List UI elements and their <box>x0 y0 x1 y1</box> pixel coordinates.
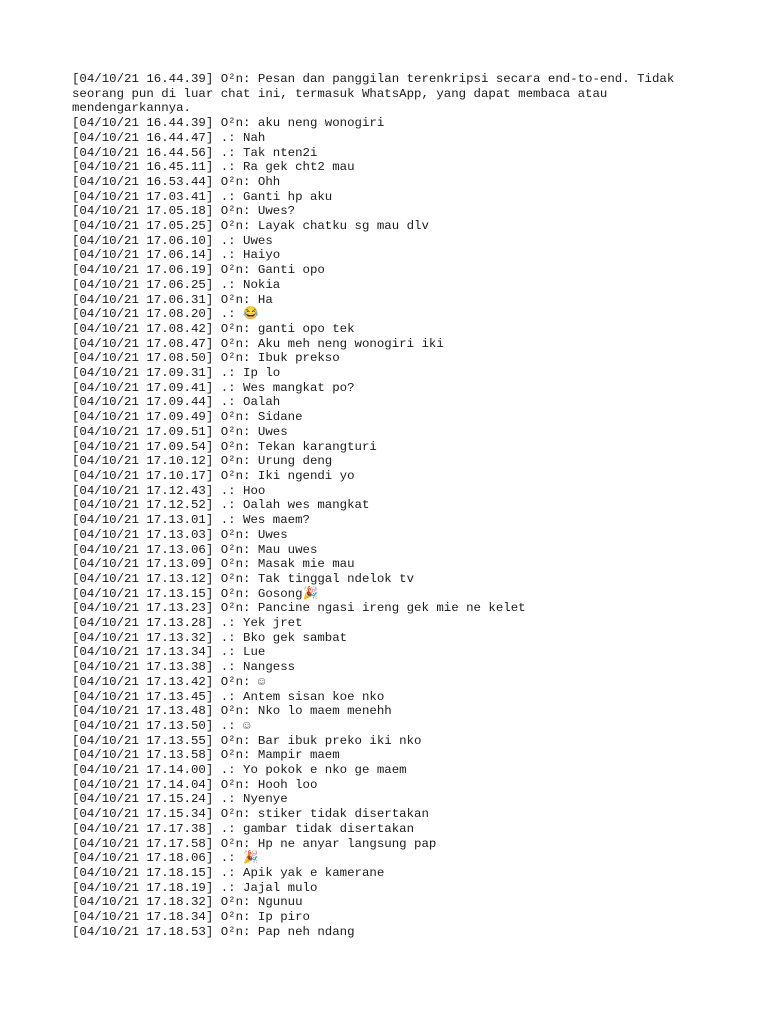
chat-message-line: [04/10/21 16.45.11] .: Ra gek cht2 mau <box>72 160 355 175</box>
chat-message-line: [04/10/21 17.13.45] .: Antem sisan koe nko <box>72 689 385 704</box>
chat-message-line: [04/10/21 17.05.18] O²n: Uwes? <box>72 204 296 219</box>
chat-message-line: [04/10/21 17.18.53] O²n: Pap neh ndang <box>72 924 355 939</box>
chat-message-line: [04/10/21 17.13.12] O²n: Tak tinggal ndelok tv <box>72 571 415 586</box>
chat-message-line: [04/10/21 17.18.34] O²n: Ip piro <box>72 910 310 925</box>
chat-message-line: [04/10/21 17.06.10] .: Uwes <box>72 233 273 248</box>
chat-message-line: [04/10/21 17.09.44] .: Oalah <box>72 395 281 410</box>
chat-message-line: [04/10/21 17.03.41] .: Ganti hp aku <box>72 189 333 204</box>
chat-message-line: [04/10/21 17.13.28] .: Yek jret <box>72 616 303 631</box>
chat-message-line: [04/10/21 17.17.58] O²n: Hp ne anyar langsung pap <box>72 836 437 851</box>
chat-message-line: [04/10/21 16.44.39] O²n: aku neng wonogiri <box>72 116 385 131</box>
chat-message-line: [04/10/21 17.18.32] O²n: Ngunuu <box>72 895 303 910</box>
chat-message-line: [04/10/21 17.17.38] .: gambar tidak disertakan <box>72 821 415 836</box>
chat-message-line: [04/10/21 17.06.25] .: Nokia <box>72 277 281 292</box>
chat-message-line: [04/10/21 17.06.31] O²n: Ha <box>72 292 273 307</box>
chat-message-line: [04/10/21 17.10.17] O²n: Iki ngendi yo <box>72 468 355 483</box>
chat-message-line: [04/10/21 17.13.34] .: Lue <box>72 645 266 660</box>
chat-message-line: [04/10/21 17.10.12] O²n: Urung deng <box>72 454 333 469</box>
chat-message-line: [04/10/21 17.12.52] .: Oalah wes mangkat <box>72 498 370 513</box>
chat-message-line: [04/10/21 17.09.41] .: Wes mangkat po? <box>72 380 355 395</box>
chat-message-line: [04/10/21 17.18.19] .: Jajal mulo <box>72 880 318 895</box>
chat-message-line: [04/10/21 17.09.31] .: Ip lo <box>72 366 281 381</box>
chat-message-line: [04/10/21 16.44.39] O²n: Pesan dan panggilan terenkripsi secara end-to-end. Tidak seorang pun di luar chat ini, termasuk WhatsApp, yang dapat membaca atau mendengarkannya. <box>72 72 682 116</box>
chat-log <box>72 72 696 939</box>
chat-message-line: [04/10/21 17.09.51] O²n: Uwes <box>72 424 288 439</box>
chat-message-line: [04/10/21 17.06.14] .: Haiyo <box>72 248 281 263</box>
chat-message-line: [04/10/21 17.13.48] O²n: Nko lo maem menehh <box>72 704 392 719</box>
chat-message-line: [04/10/21 17.08.20] .: 😂 <box>72 307 259 322</box>
chat-message-line: [04/10/21 17.13.32] .: Bko gek sambat <box>72 630 348 645</box>
chat-message-line: [04/10/21 17.15.24] .: Nyenye <box>72 792 288 807</box>
chat-message-line: [04/10/21 17.13.01] .: Wes maem? <box>72 513 310 528</box>
chat-message-line: [04/10/21 17.13.15] O²n: Gosong🎉 <box>72 586 318 601</box>
chat-message-line: [04/10/21 17.08.47] O²n: Aku meh neng wonogiri iki <box>72 336 444 351</box>
chat-message-line: [04/10/21 17.13.42] O²n: ☺ <box>72 674 266 689</box>
chat-message-line: [04/10/21 17.08.42] O²n: ganti opo tek <box>72 321 355 336</box>
chat-message-line: [04/10/21 17.14.00] .: Yo pokok e nko ge maem <box>72 763 407 778</box>
chat-message-line: [04/10/21 17.09.49] O²n: Sidane <box>72 410 303 425</box>
chat-message-line: [04/10/21 17.13.55] O²n: Bar ibuk preko iki nko <box>72 733 422 748</box>
chat-message-line: [04/10/21 16.44.47] .: Nah <box>72 130 266 145</box>
chat-message-line: [04/10/21 17.15.34] O²n: stiker tidak disertakan <box>72 807 429 822</box>
chat-message-line: [04/10/21 17.18.15] .: Apik yak e kamerane <box>72 865 385 880</box>
chat-message-line: [04/10/21 17.13.03] O²n: Uwes <box>72 527 288 542</box>
chat-message-line: [04/10/21 17.13.50] .: ☺ <box>72 718 251 733</box>
chat-message-line: [04/10/21 17.13.23] O²n: Pancine ngasi ireng gek mie ne kelet <box>72 601 526 616</box>
chat-message-line: [04/10/21 17.14.04] O²n: Hooh loo <box>72 777 318 792</box>
chat-message-line: [04/10/21 16.44.56] .: Tak nten2i <box>72 145 318 160</box>
chat-message-line: [04/10/21 17.13.38] .: Nangess <box>72 660 296 675</box>
chat-message-line: [04/10/21 17.06.19] O²n: Ganti opo <box>72 263 325 278</box>
chat-message-line: [04/10/21 17.09.54] O²n: Tekan karangturi <box>72 439 377 454</box>
chat-message-line: [04/10/21 17.12.43] .: Hoo <box>72 483 266 498</box>
chat-message-line: [04/10/21 17.08.50] O²n: Ibuk prekso <box>72 351 340 366</box>
chat-message-line: [04/10/21 17.13.06] O²n: Mau uwes <box>72 542 318 557</box>
chat-message-line: [04/10/21 16.53.44] O²n: Ohh <box>72 174 281 189</box>
chat-message-line: [04/10/21 17.13.58] O²n: Mampir maem <box>72 748 340 763</box>
chat-message-line: [04/10/21 17.05.25] O²n: Layak chatku sg mau dlv <box>72 219 429 234</box>
chat-message-line: [04/10/21 17.13.09] O²n: Masak mie mau <box>72 557 355 572</box>
chat-message-line: [04/10/21 17.18.06] .: 🎉 <box>72 851 259 866</box>
